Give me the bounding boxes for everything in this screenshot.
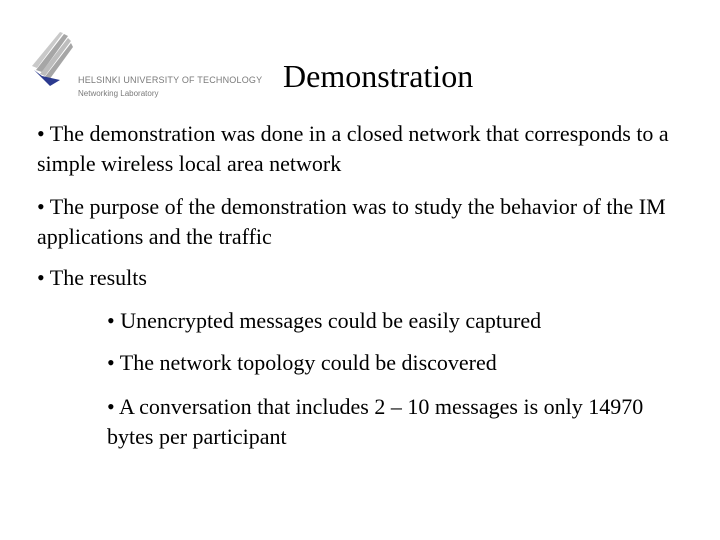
bullet-results: • The results	[37, 265, 147, 290]
sub-bullet-conversation-size: • A conversation that includes 2 – 10 messages is only 14970 bytes per participant	[107, 394, 644, 449]
sub-bullet-topology: • The network topology could be discovered	[107, 350, 497, 375]
sub-bullet-unencrypted: • Unencrypted messages could be easily captured	[107, 308, 542, 333]
university-logo	[30, 30, 263, 105]
slide-title: Demonstration	[283, 58, 474, 94]
bullet-purpose: • The purpose of the demonstration was to study the behavior of the IM applications and the traffic	[37, 194, 666, 249]
university-name: HELSINKI UNIVERSITY OF TECHNOLOGY	[78, 75, 263, 85]
bullet-closed-network: • The demonstration was done in a closed network that corresponds to a simple wireless local area network	[37, 121, 669, 176]
hut-logo-icon	[30, 30, 78, 90]
lab-name: Networking Laboratory	[78, 89, 159, 98]
